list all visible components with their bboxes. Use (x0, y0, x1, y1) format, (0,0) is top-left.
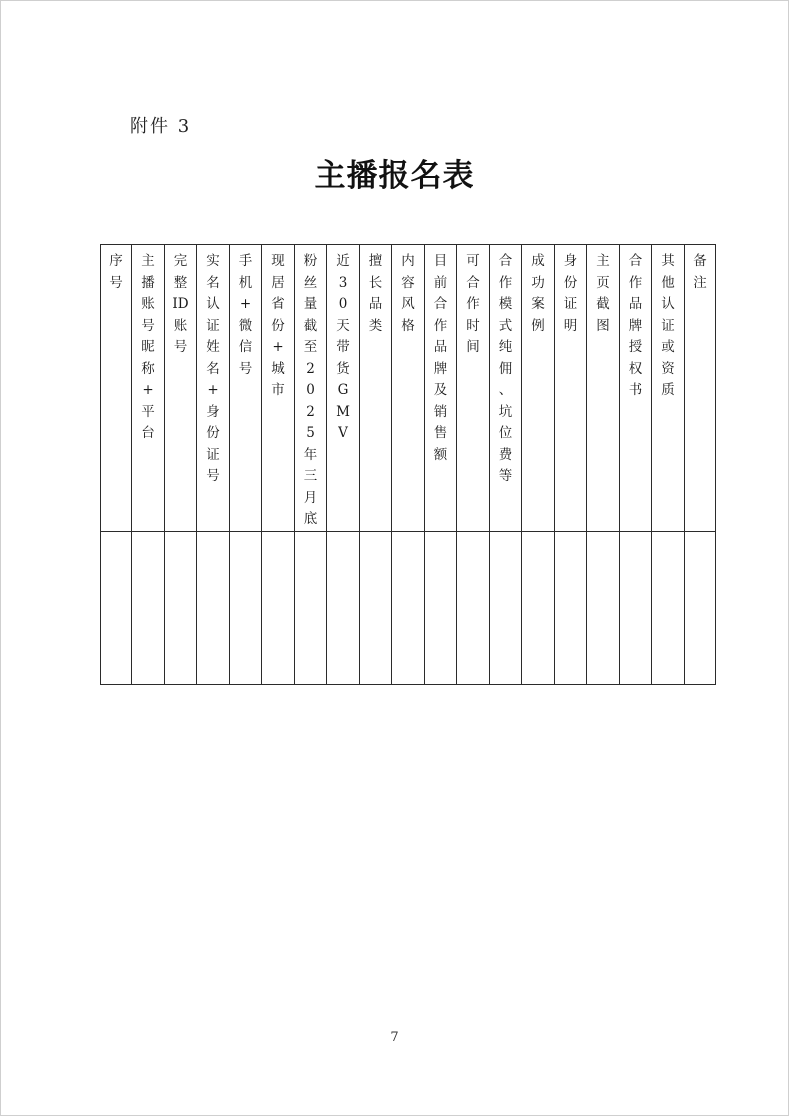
header-cell-主播账号 (132, 245, 165, 532)
header-label: 身份证明 (563, 253, 578, 334)
table-cell[interactable] (522, 531, 555, 684)
header-label: 近30天带货GMV (336, 253, 350, 441)
header-label: 可合作时间 (466, 253, 480, 355)
table-cell[interactable] (652, 531, 685, 684)
table-cell[interactable] (620, 531, 652, 684)
header-cell-带货GMV (327, 245, 360, 532)
attachment-label: 附件 3 (130, 116, 192, 137)
header-cell-主页截图 (587, 245, 620, 532)
header-label: 成功案例 (531, 253, 545, 334)
header-label: 现居省份+城市 (271, 253, 285, 398)
header-cell-合作模式 (490, 245, 522, 532)
header-cell-成功案例 (522, 245, 555, 532)
header-label: 内容风格 (401, 253, 415, 334)
header-cell-粉丝量 (295, 245, 327, 532)
header-label: 擅长品类 (368, 253, 383, 334)
header-cell-手机微信 (230, 245, 262, 532)
header-label: 主页截图 (596, 253, 610, 334)
table-cell[interactable] (685, 531, 716, 684)
header-label: 合作模式纯佣、坑位费等 (498, 253, 513, 484)
header-cell-授权书 (620, 245, 652, 532)
table-cell[interactable] (327, 531, 360, 684)
table-cell[interactable] (425, 531, 457, 684)
header-label: 序号 (109, 253, 123, 291)
header-cell-身份证明 (555, 245, 587, 532)
header-cell-内容风格 (392, 245, 425, 532)
header-label: 备注 (693, 253, 707, 291)
header-cell-现居省份 (262, 245, 295, 532)
header-cell-其他认证 (652, 245, 685, 532)
page-title: 主播报名表 (314, 158, 475, 194)
registration-form-table (100, 244, 716, 685)
header-label: 实名认证姓名+身份证号 (206, 253, 220, 484)
table-row (101, 531, 716, 684)
header-cell-备注 (685, 245, 716, 532)
header-cell-完整ID (165, 245, 197, 532)
table-cell[interactable] (230, 531, 262, 684)
header-label: 手机+微信号 (238, 253, 253, 377)
header-cell-序号 (101, 245, 132, 532)
header-cell-实名认证 (197, 245, 230, 532)
table-cell[interactable] (197, 531, 230, 684)
table-cell[interactable] (101, 531, 132, 684)
header-row (101, 245, 716, 532)
table-cell[interactable] (360, 531, 392, 684)
header-cell-合作品牌 (425, 245, 457, 532)
header-label: 主播账号昵称+平台 (141, 253, 155, 441)
header-label: 完整ID账号 (172, 253, 189, 355)
header-label: 目前合作品牌及销售额 (433, 253, 448, 463)
header-cell-擅长品类 (360, 245, 392, 532)
table-cell[interactable] (587, 531, 620, 684)
header-label: 其他认证或资质 (661, 253, 675, 398)
table-cell[interactable] (165, 531, 197, 684)
table-cell[interactable] (132, 531, 165, 684)
header-label: 合作品牌授权书 (628, 253, 643, 398)
table-cell[interactable] (392, 531, 425, 684)
header-label: 粉丝量截至2025年三月底 (303, 253, 318, 527)
table-cell[interactable] (457, 531, 490, 684)
page-number: 7 (390, 1030, 399, 1045)
table-cell[interactable] (490, 531, 522, 684)
header-cell-可合作时间 (457, 245, 490, 532)
table-cell[interactable] (262, 531, 295, 684)
table-cell[interactable] (555, 531, 587, 684)
table-cell[interactable] (295, 531, 327, 684)
